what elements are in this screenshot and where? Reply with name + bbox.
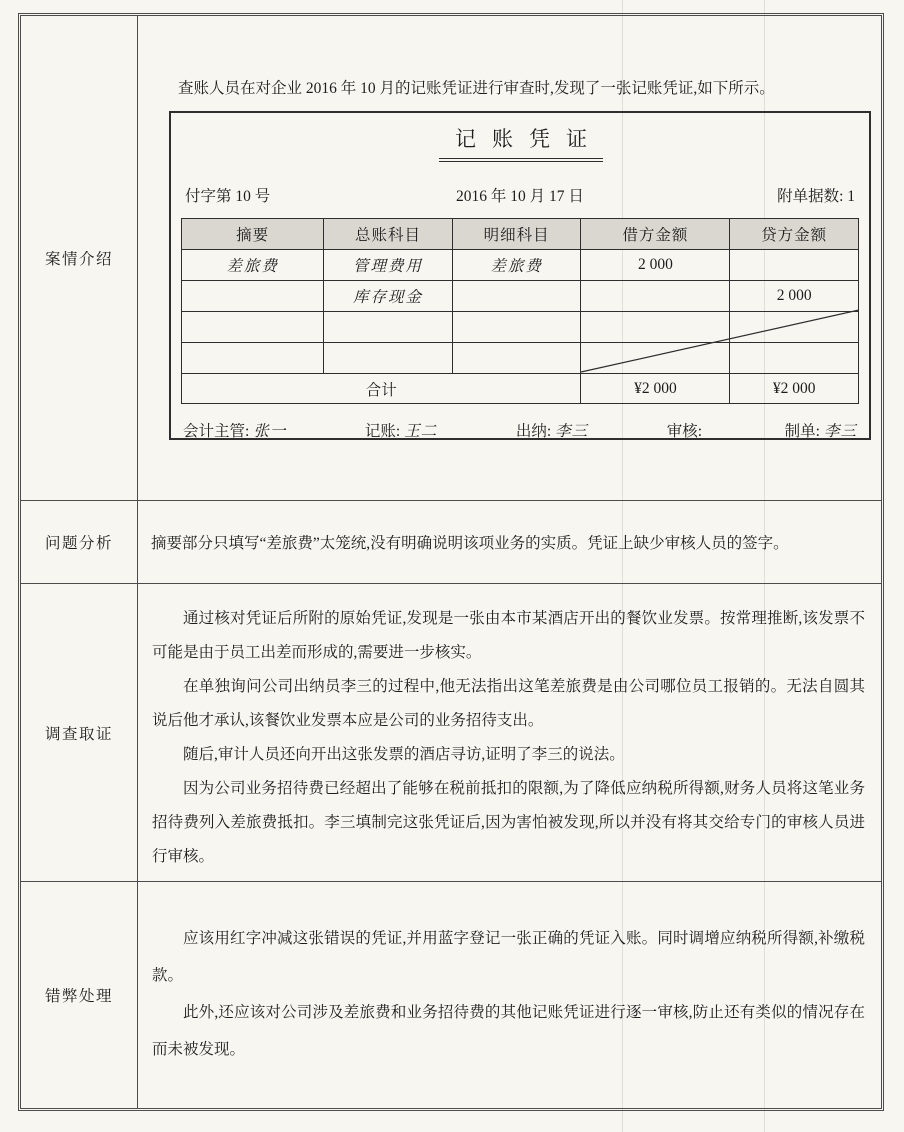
intro-text: 查账人员在对企业 2016 年 10 月的记账凭证进行审查时,发现了一张记账凭证,如下所示。 xyxy=(178,80,775,97)
signer-label: 制单: xyxy=(784,423,820,440)
section-label-analysis: 问题分析 xyxy=(21,501,138,583)
voucher-ref-no: 付字第 10 号 xyxy=(185,188,271,205)
paragraph: 应该用红字冲减这张错误的凭证,并用蓝字登记一张正确的凭证入账。同时调增应纳税所得额,补缴税款。 xyxy=(152,930,865,984)
paragraph: 此外,还应该对公司涉及差旅费和业务招待费的其他记账凭证进行逐一审核,防止还有类似的情况存在而未被发现。 xyxy=(152,1004,865,1058)
paragraph: 因为公司业务招待费已经超出了能够在税前抵扣的限额,为了降低应纳税所得额,财务人员将这笔业务招待费列入差旅费抵扣。李三填制完这张凭证后,因为害怕被发现,所以并没有将其交给专门的审核人员进行审核。 xyxy=(152,780,865,865)
total-credit: ¥2 000 xyxy=(730,374,859,404)
section-problem-analysis xyxy=(21,500,881,583)
section-label-case: 案情介绍 xyxy=(21,16,138,500)
section-error-handling xyxy=(21,881,881,1108)
voucher-cell xyxy=(581,343,730,374)
signer-name: 李三 xyxy=(823,423,857,440)
voucher-title: 记账凭证 xyxy=(439,123,603,162)
section-label-investigation: 调查取证 xyxy=(21,584,138,881)
paragraph: 通过核对凭证后所附的原始凭证,发现是一张由本市某酒店开出的餐饮业发票。按常理推断,该发票不可能是由于员工出差而形成的,需要进一步核实。 xyxy=(152,610,865,661)
analysis-text: 摘要部分只填写“差旅费”太笼统,没有明确说明该项业务的实质。凭证上缺少审核人员的签字。 xyxy=(151,535,789,552)
voucher-ref-line xyxy=(185,184,855,206)
signer-preparer xyxy=(785,419,857,441)
investigation-content xyxy=(138,584,881,881)
voucher-title-row xyxy=(171,123,869,162)
voucher-cell: 管理费用 xyxy=(324,250,453,281)
voucher-table xyxy=(181,218,859,404)
section-investigation xyxy=(21,583,881,881)
signer-label: 会计主管: xyxy=(183,423,250,440)
voucher-cell xyxy=(182,312,324,343)
voucher-cell xyxy=(324,343,453,374)
voucher-cell: 差旅费 xyxy=(452,250,581,281)
handling-content xyxy=(138,882,881,1108)
voucher-cell xyxy=(452,343,581,374)
voucher-cell: 2 000 xyxy=(581,250,730,281)
handling-paragraphs xyxy=(138,882,881,1068)
voucher-cell xyxy=(581,281,730,312)
voucher-signature-line xyxy=(183,419,857,441)
voucher-cell xyxy=(730,312,859,343)
voucher-cell xyxy=(730,343,859,374)
signer-accounting-manager xyxy=(183,419,286,441)
signer-name: 李三 xyxy=(555,423,589,440)
col-header-general-ledger: 总账科目 xyxy=(324,219,453,250)
voucher-cell: 2 000 xyxy=(730,281,859,312)
voucher-row xyxy=(182,281,859,312)
section-case-intro xyxy=(21,16,881,500)
voucher-row xyxy=(182,312,859,343)
voucher-cell xyxy=(452,312,581,343)
bookkeeping-voucher xyxy=(169,111,871,440)
col-header-summary: 摘要 xyxy=(182,219,324,250)
case-content xyxy=(138,16,881,500)
paragraph: 随后,审计人员还向开出这张发票的酒店寻访,证明了李三的说法。 xyxy=(183,746,625,763)
voucher-header-row xyxy=(182,219,859,250)
signer-name: 王二 xyxy=(404,423,438,440)
voucher-attachment-count: 附单据数: 1 xyxy=(777,188,855,205)
voucher-cell xyxy=(452,281,581,312)
voucher-cell xyxy=(730,250,859,281)
voucher-cell xyxy=(182,343,324,374)
signer-name xyxy=(702,423,706,440)
section-label-handling: 错弊处理 xyxy=(21,882,138,1108)
col-header-credit: 贷方金额 xyxy=(730,219,859,250)
analysis-content xyxy=(138,501,881,583)
voucher-cell: 差旅费 xyxy=(182,250,324,281)
voucher-date: 2016 年 10 月 17 日 xyxy=(456,188,584,205)
signer-bookkeeper xyxy=(365,419,437,441)
voucher-cell: 库存现金 xyxy=(324,281,453,312)
voucher-row xyxy=(182,343,859,374)
total-label: 合计 xyxy=(182,374,581,404)
investigation-paragraphs xyxy=(138,584,881,874)
voucher-cell xyxy=(324,312,453,343)
case-study-table xyxy=(18,13,884,1111)
voucher-total-row xyxy=(182,374,859,404)
signer-cashier xyxy=(516,419,588,441)
signer-reviewer xyxy=(667,419,706,441)
signer-label: 记账: xyxy=(364,423,401,440)
total-debit: ¥2 000 xyxy=(581,374,730,404)
voucher-row xyxy=(182,250,859,281)
signer-label: 出纳: xyxy=(515,423,552,440)
col-header-sub-account: 明细科目 xyxy=(452,219,581,250)
signer-label: 审核: xyxy=(666,423,703,440)
voucher-cell xyxy=(182,281,324,312)
paragraph: 在单独询问公司出纳员李三的过程中,他无法指出这笔差旅费是由公司哪位员工报销的。无法自圆其说后他才承认,该餐饮业发票本应是公司的业务招待支出。 xyxy=(152,678,865,729)
signer-name: 张一 xyxy=(253,423,287,440)
voucher-cell xyxy=(581,312,730,343)
voucher-grid-wrap xyxy=(181,218,859,404)
col-header-debit: 借方金额 xyxy=(581,219,730,250)
